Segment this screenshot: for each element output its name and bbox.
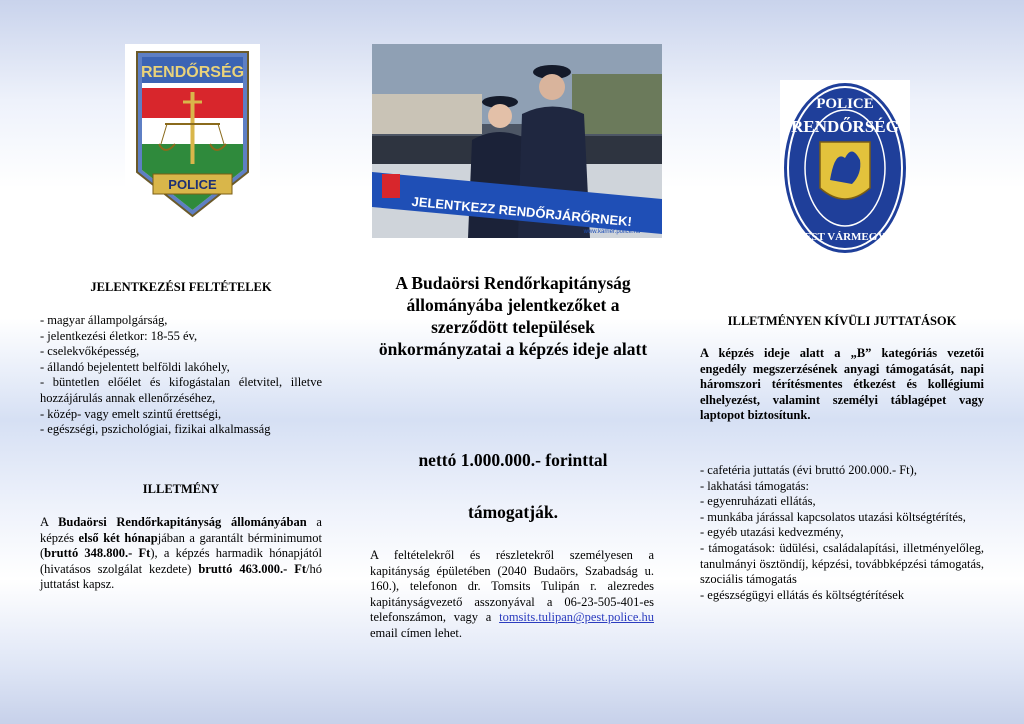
pest-county-police-badge — [780, 80, 910, 256]
requirements-list — [40, 313, 322, 438]
list-item: - magyar állampolgárság, — [40, 313, 168, 327]
svg-text:RENDŐRSÉG: RENDŐRSÉG — [140, 64, 245, 81]
list-item: - közép- vagy emelt szintű érettségi, — [40, 406, 222, 421]
list-item: - egyéb utazási kedvezmény, — [700, 525, 844, 540]
benefits-list — [700, 463, 984, 603]
list-item: - egyenruházati ellátás, — [700, 494, 816, 509]
list-item: - egészségügyi ellátás és költségtérítések — [700, 587, 905, 602]
salary-part: bruttó 463.000.- Ft — [198, 561, 306, 576]
contact-text: A feltételekről és részletekről személyesen a kapitányság épületében (2040 Budaörs, Szabadság u. 160.), telefonon dr. Tomsits Tulipán r. alezredes kapitányságvezető asszonyával a 06-23-505-401-es telefonszámon, vagy a — [370, 548, 654, 625]
list-item: - egészségi, pszichológiai, fizikai alkalmasság — [40, 422, 271, 437]
police-shield-icon — [125, 44, 260, 220]
list-item: - támogatások: üdülési, családalapítási, illetményelőleg, tanulmányi ösztöndíj, képzési, továbbképzési támogatás, szociális támogatás — [700, 540, 984, 587]
police-officers-image — [372, 44, 662, 238]
list-item: - állandó bejelentett belföldi lakóhely, — [40, 359, 230, 374]
list-item: - cafetéria juttatás (évi bruttó 200.000.- Ft), — [700, 463, 917, 477]
list-item: - büntetlen előélet és kifogástalan életvitel, illetve hozzájárulás annak ellenőrzéséhez, — [40, 375, 322, 405]
benefits-highlight: A képzés ideje alatt a „B” kategóriás vezetői engedély megszerzésének anyagi támogatását, napi háromszori térítésmentes étkezést és kollégiumi elhelyezést, valamint személyi táblagépet vagy laptopot biztosítunk. — [700, 346, 984, 423]
support-amount: nettó 1.000.000.- forinttal — [418, 450, 608, 470]
svg-text:PEST VÁRMEGYE: PEST VÁRMEGYE — [797, 231, 893, 243]
support-text: támogatják. — [468, 502, 558, 522]
police-emblem-icon — [780, 80, 910, 256]
svg-text:JELENTKEZZ RENDŐRJÁRŐRNEK!: JELENTKEZZ RENDŐRJÁRŐRNEK! — [411, 193, 633, 230]
salary-title: ILLETMÉNY — [142, 482, 220, 496]
salary-text — [40, 515, 322, 593]
salary-part: jában a garantált bérminimumot ( — [40, 530, 322, 561]
salary-part: /hó juttatást kapsz. — [40, 561, 322, 592]
recruitment-photo — [372, 44, 662, 238]
salary-part: a képzés — [40, 515, 322, 545]
svg-text:www.karrier.police.hu: www.karrier.police.hu — [583, 229, 641, 235]
contact-info — [370, 548, 654, 642]
email-link[interactable]: tomsits.tulipan@pest.police.hu — [499, 610, 654, 625]
requirements-title: JELENTKEZÉSI FELTÉTELEK — [90, 280, 272, 294]
svg-text:POLICE: POLICE — [816, 96, 874, 112]
salary-part: bruttó 348.800.- Ft — [44, 546, 151, 561]
salary-part: ), a képzés harmadik hónapjától (hivatásos szolgálat kezdete) — [40, 546, 322, 576]
rendorseg-police-badge — [125, 44, 260, 220]
svg-text:POLICE: POLICE — [168, 177, 217, 192]
list-item: - lakhatási támogatás: — [700, 478, 809, 493]
center-headline: A Budaörsi Rendőrkapitányság állományába jelentkezőket a szerződött települések önkormányzatai a képzés ideje alatt — [378, 273, 648, 359]
list-item: - cselekvőképesség, — [40, 344, 140, 359]
salary-part: A — [40, 515, 59, 529]
benefits-title: ILLETMÉNYEN KÍVÜLI JUTTATÁSOK — [727, 314, 957, 328]
list-item: - munkába járással kapcsolatos utazási költségtérítés, — [700, 509, 966, 524]
salary-part: első két hónap — [78, 530, 158, 545]
salary-part: Budaörsi Rendőrkapitányság állományában — [58, 515, 307, 529]
svg-text:RENDŐRSÉG: RENDŐRSÉG — [791, 117, 899, 136]
contact-end: email címen lehet. — [370, 625, 462, 640]
list-item: - jelentkezési életkor: 18-55 év, — [40, 328, 198, 343]
